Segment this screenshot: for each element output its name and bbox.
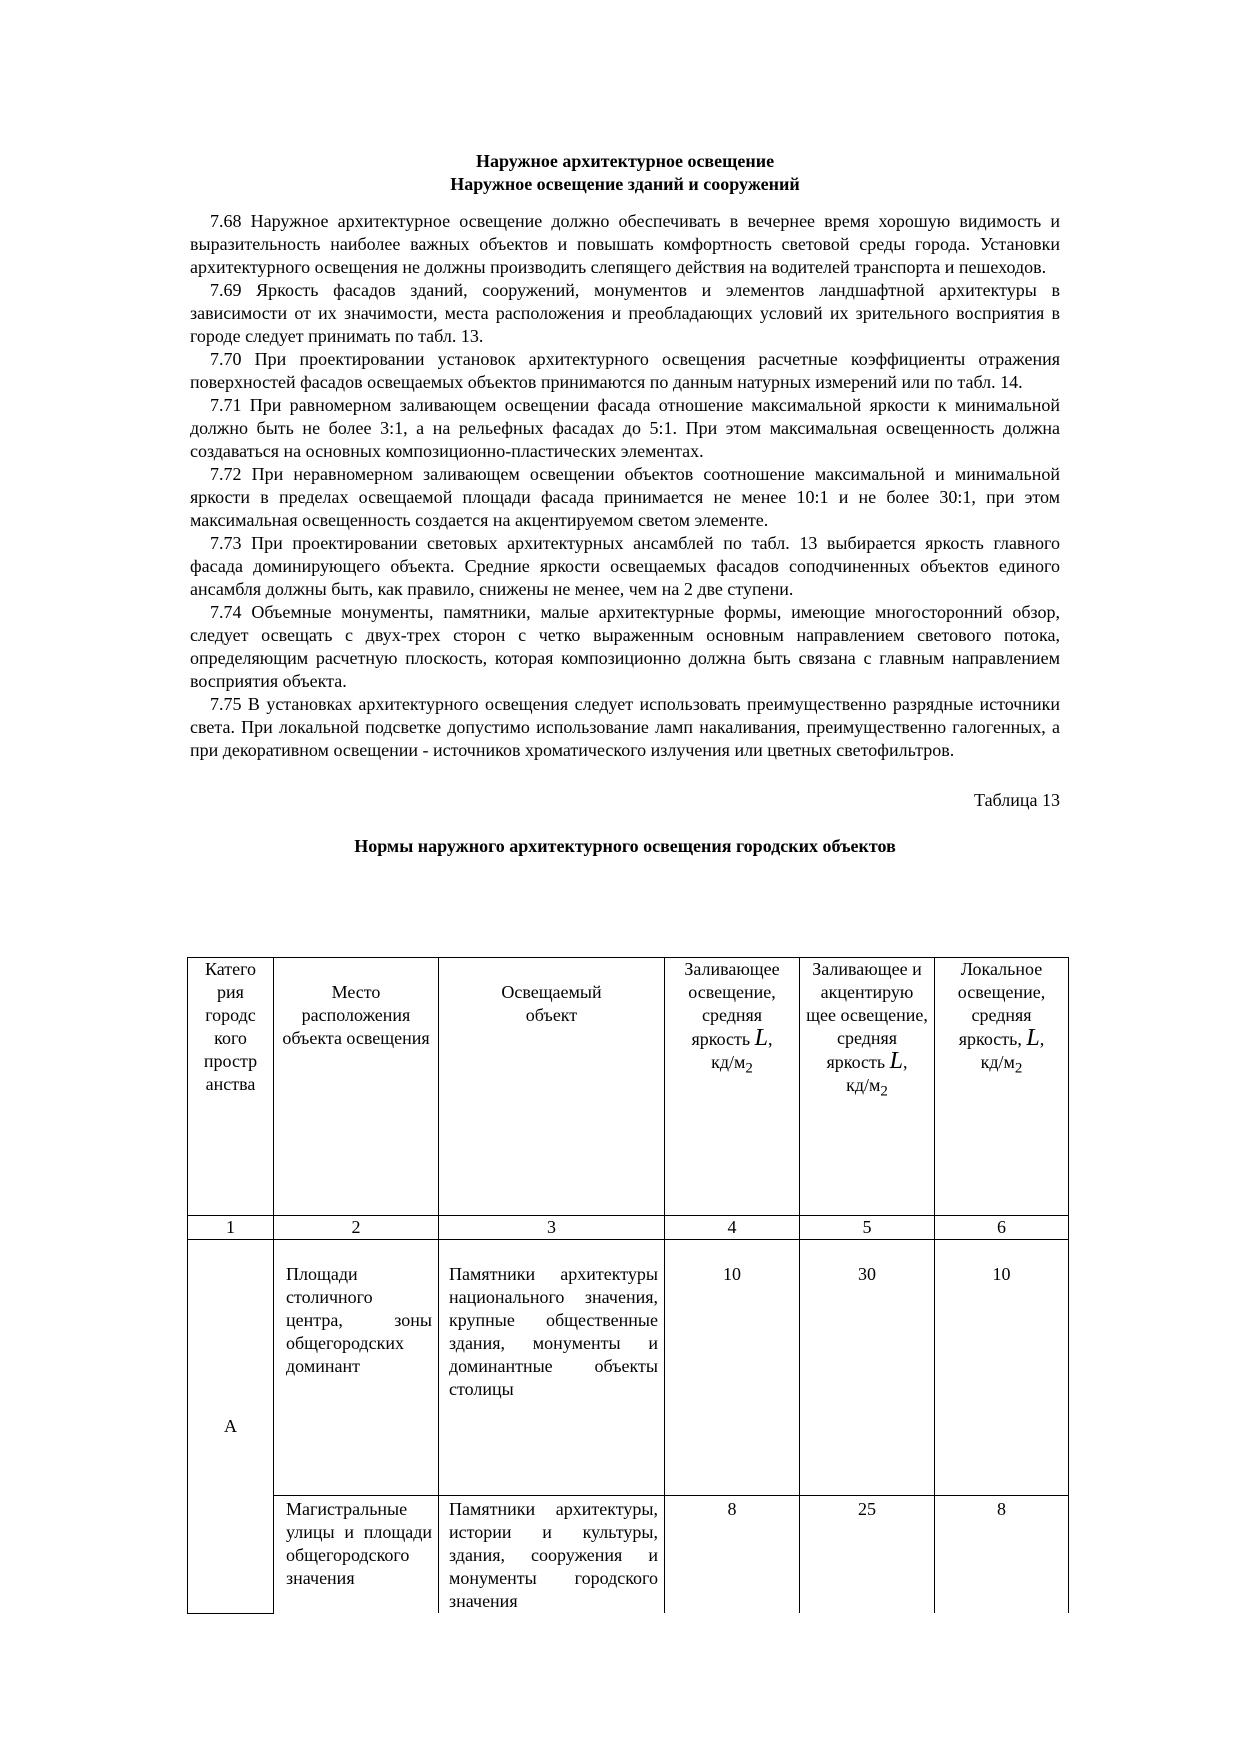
category-cell: А xyxy=(188,1240,274,1614)
comma: , xyxy=(767,1029,773,1049)
header-object-text: Освещаемый объект xyxy=(501,982,602,1025)
flood-accent-value-cell: 25 xyxy=(800,1496,935,1614)
paragraph-7-71: 7.71 При равномерном заливающем освещении фасада отношение максимальной яркости к минимальной должно быть не более 3:1, а на рельефных фасадах до 5:1. При этом максимальная освещенность должна создаваться на основных композиционно-пластических элементах. xyxy=(190,395,1060,461)
document-subheading: Наружное освещение зданий и сооружений xyxy=(450,174,800,194)
comma: , xyxy=(1039,1029,1045,1049)
table-number-label: Таблица 13 xyxy=(974,790,1060,810)
paragraph-7-70: 7.70 При проектировании установок архитектурного освещения расчетные коэффициенты отражения поверхностей фасадов освещаемых объектов принимаются по данным натурных измерений или по табл. 14. xyxy=(190,349,1060,392)
header-flood-lighting-text: Заливающее освещение, средняя яркость xyxy=(684,959,780,1049)
column-number-row xyxy=(188,1216,1069,1240)
unit-exponent: 2 xyxy=(745,1060,753,1077)
luminance-symbol: L xyxy=(889,1048,903,1074)
paragraph-7-74: 7.74 Объемные монументы, памятники, малые архитектурные формы, имеющие многосторонний обзор, следует освещать с двух-трех сторон с четко выраженным основным направлением светового потока, определяющим расчетную плоскость, которая композиционно должна быть связана с главным направлением восприятия объекта. xyxy=(190,602,1060,691)
column-number: 5 xyxy=(800,1216,935,1240)
luminance-symbol: L xyxy=(1026,1025,1040,1051)
table-title: Нормы наружного архитектурного освещения городских объектов xyxy=(354,836,896,856)
unit-label: кд/м xyxy=(846,1075,881,1095)
header-place xyxy=(274,958,439,1216)
unit-label: кд/м xyxy=(980,1052,1015,1072)
header-place-text: Место расположения объекта освещения xyxy=(282,982,430,1048)
flood-accent-value-cell: 30 xyxy=(800,1240,935,1496)
unit-exponent: 2 xyxy=(880,1083,888,1100)
luminance-symbol: L xyxy=(754,1025,768,1051)
unit-label: кд/м xyxy=(711,1052,746,1072)
place-cell: Площади столичного центра, зоны общегородских доминант xyxy=(274,1240,439,1496)
object-cell: Памятники архитектуры, истории и культуры, здания, сооружения и монументы городского значения xyxy=(439,1496,665,1614)
header-flood-accent-lighting-text: Заливающее и акцентирую щее освещение, средняя яркость xyxy=(806,959,928,1072)
header-flood-accent-lighting xyxy=(800,958,935,1216)
local-value-cell: 10 xyxy=(935,1240,1069,1496)
column-number: 4 xyxy=(665,1216,800,1240)
local-value-cell: 8 xyxy=(935,1496,1069,1614)
paragraph-7-72: 7.72 При неравномерном заливающем освещении объектов соотношение максимальной и минимальной яркости в пределах освещаемой площади фасада принимается не менее 10:1 и не более 30:1, при этом максимальная освещенность создается на акцентируемом светом элементе. xyxy=(190,464,1060,530)
unit-exponent: 2 xyxy=(1014,1060,1023,1077)
header-object xyxy=(439,958,665,1216)
document-heading: Наружное архитектурное освещение xyxy=(475,151,775,171)
table-header-row xyxy=(188,958,1069,1216)
paragraph-7-75: 7.75 В установках архитектурного освещения следует использовать преимущественно разрядные источники света. При локальной подсветке допустимо использование ламп накаливания, преимущественно галогенных, а при декоративном освещении - источников хроматического излучения или цветных светофильтров. xyxy=(190,694,1060,760)
header-local-lighting-text: Локальное освещение, средняя яркость, xyxy=(957,959,1046,1049)
paragraph-7-73: 7.73 При проектировании световых архитектурных ансамблей по табл. 13 выбирается яркость главного фасада доминирующего объекта. Средние яркости освещаемых фасадов соподчиненных объектов единого ансамбля должны быть, как правило, снижены не менее, чем на 2 две ступени. xyxy=(190,533,1060,599)
header-flood-lighting xyxy=(665,958,800,1216)
header-local-lighting xyxy=(935,958,1069,1216)
flood-value-cell: 10 xyxy=(665,1240,800,1496)
table-row xyxy=(188,1496,1069,1614)
column-number: 3 xyxy=(439,1216,665,1240)
column-number: 1 xyxy=(188,1216,274,1240)
header-category-text: Катего рия городс кого простр анства xyxy=(203,959,258,1094)
paragraph-list xyxy=(190,210,1060,762)
column-number: 2 xyxy=(274,1216,439,1240)
column-number: 6 xyxy=(935,1216,1069,1240)
flood-value-cell: 8 xyxy=(665,1496,800,1614)
table-row xyxy=(188,1240,1069,1496)
lighting-norms-table xyxy=(187,957,1069,1614)
paragraph-7-68: 7.68 Наружное архитектурное освещение должно обеспечивать в вечернее время хорошую видимость и выразительность наиболее важных объектов и повышать комфортность световой среды города. Установки архитектурного освещения не должны производить слепящего действия на водителей транспорта и пешеходов. xyxy=(190,211,1060,277)
document-body xyxy=(190,150,1060,858)
paragraph-7-69: 7.69 Яркость фасадов зданий, сооружений, монументов и элементов ландшафтной архитектуры в зависимости от их значимости, места расположения и преобладающих условий их зрительного восприятия в городе следует принимать по табл. 13. xyxy=(190,280,1060,346)
object-cell: Памятники архитектуры национального значения, крупные общественные здания, монументы и доминантные объекты столицы xyxy=(439,1240,665,1496)
comma: , xyxy=(902,1052,908,1072)
place-cell: Магистральные улицы и площади общегородского значения xyxy=(274,1496,439,1614)
header-category xyxy=(188,958,274,1216)
